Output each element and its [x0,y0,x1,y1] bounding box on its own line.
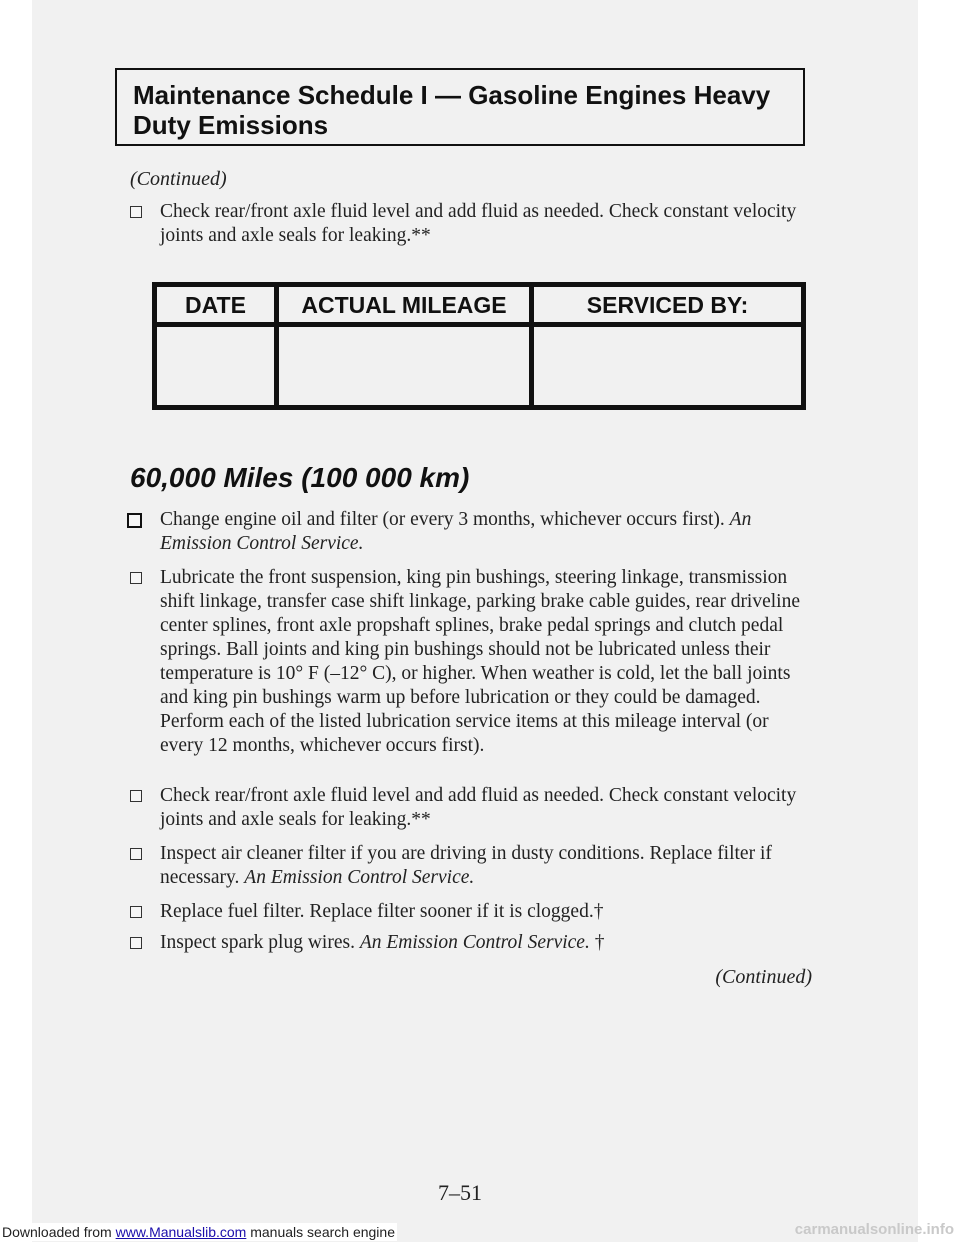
checkbox-icon [130,790,142,802]
checkbox-icon [130,906,142,918]
checkbox-icon [130,848,142,860]
watermark-text: carmanualsonline.info [794,1221,954,1238]
column-divider [529,287,534,405]
checklist-item [160,200,800,248]
checklist-item: Lubricate the front suspension, king pin bushings, steering linkage, transmission shift linkage, transfer case shift linkage, parking brake cable guides, rear driveline center splines, front axle propshaft splines, brake pedal springs and clutch pedal springs. Ball joints and king pin bushings should not be lubricated unless their temperature is 10° F (–12° C), or higher. When weather is cold, let the ball joints and king pin bushings warm up before lubrication or they could be damaged. Perform each of the listed lubrication service items at this mileage interval (or every 12 months, whichever occurs first). [160,566,800,758]
mileage-section-heading: 60,000 Miles (100 000 km) [130,462,470,493]
continued-label-top: (Continued) [130,168,227,190]
column-header-serviced-by: SERVICED BY: [586,292,749,318]
download-footer: Downloaded from www.Manualslib.com manuals search engine [2,1224,395,1240]
checklist-item-text: Check rear/front axle fluid level and add fluid as needed. Check constant velocity joints and axle seals for leaking.** [160,201,797,246]
checklist-item: Replace fuel filter. Replace filter sooner if it is clogged.† [160,900,800,924]
checkbox-icon [127,513,142,528]
checklist-item: Check rear/front axle fluid level and add fluid as needed. Check constant velocity joints and axle seals for leaking.** [160,784,800,832]
column-header-actual-mileage: ACTUAL MILEAGE [301,292,507,318]
continued-label-bottom: (Continued) [715,966,812,988]
page-number: 7–51 [438,1180,482,1205]
column-divider [274,287,279,405]
page-title: Maintenance Schedule I — Gasoline Engines Heavy Duty Emissions [133,80,771,140]
checkbox-icon [130,937,142,949]
checklist-item: Inspect spark plug wires. An Emission Control Service. † [160,931,800,955]
service-record-table [152,282,806,410]
section-header-box [115,68,805,146]
column-header-date: DATE [185,292,246,318]
table-header-row [157,287,801,327]
manualslib-link[interactable]: www.Manualslib.com [115,1224,247,1240]
checkbox-icon [130,572,142,584]
checklist-item: Inspect air cleaner filter if you are driving in dusty conditions. Replace filter if necessary. An Emission Control Service. [160,842,800,890]
checkbox-icon [130,206,142,218]
checklist-item: Change engine oil and filter (or every 3 months, whichever occurs first). An Emission Control Service. [160,508,800,556]
